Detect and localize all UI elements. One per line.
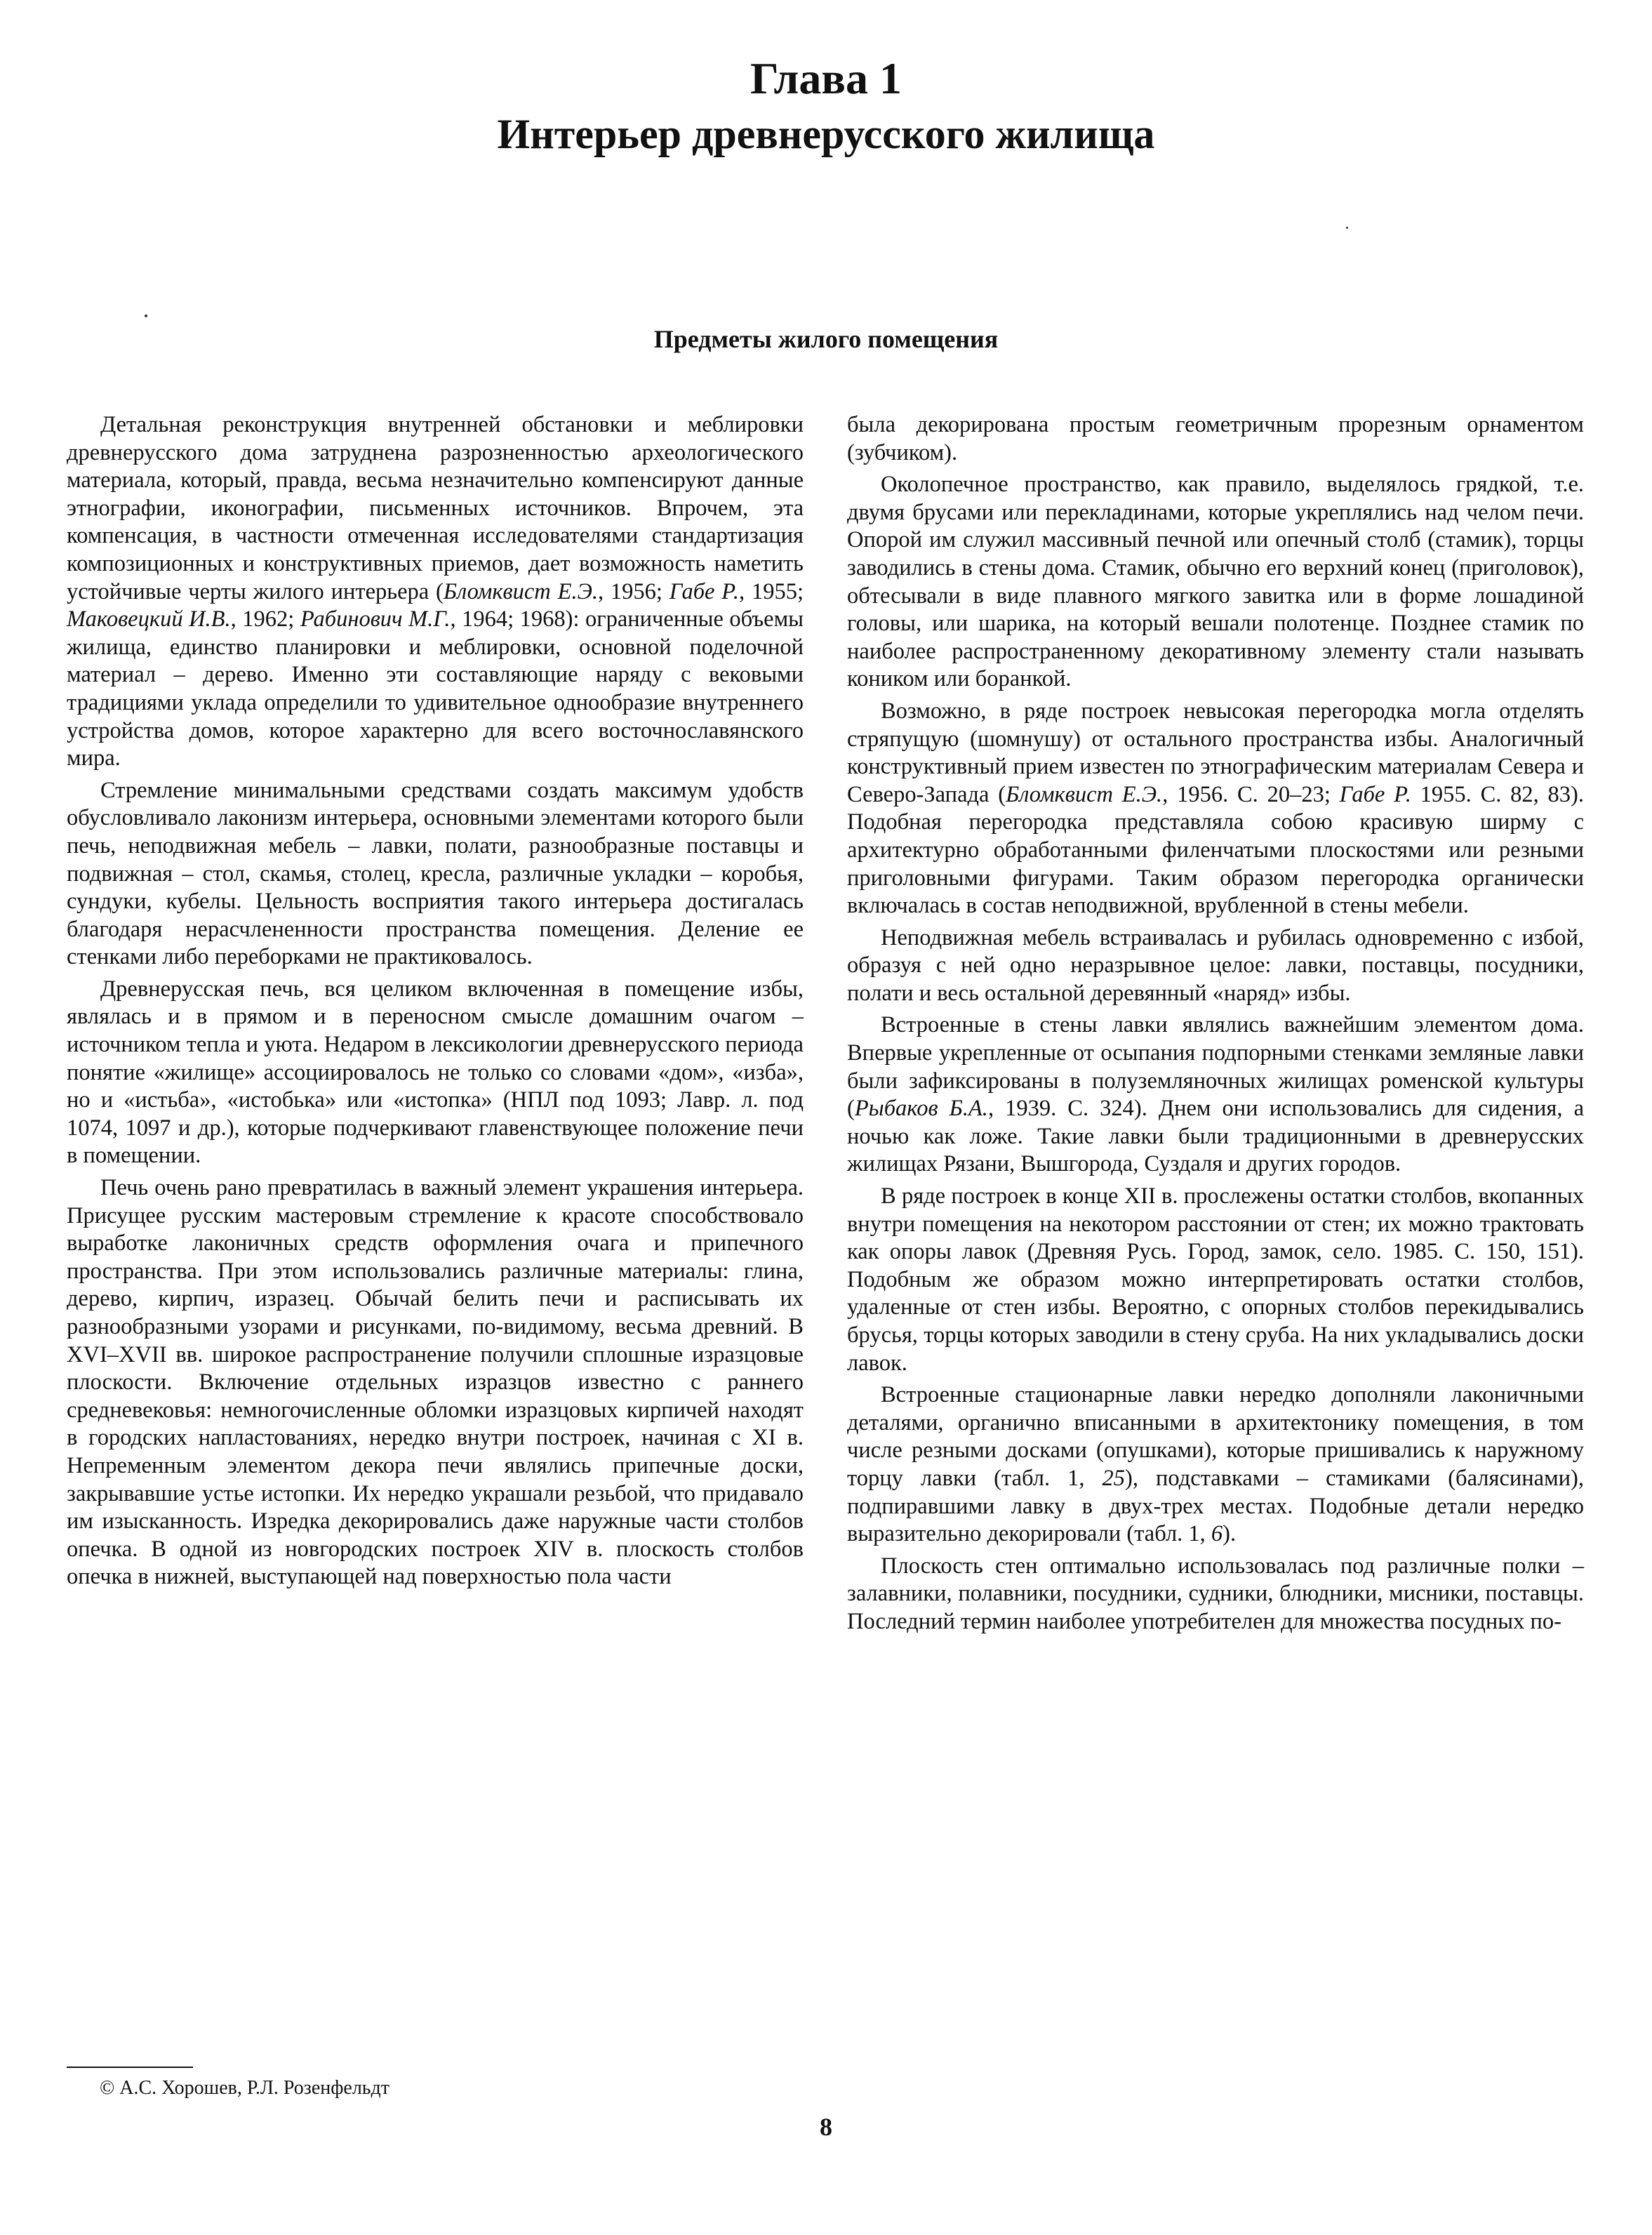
paragraph: Встроенные стационарные лавки нередко дополняли лаконичными деталями, органично вписанными в архитектонику помещения, в том числе резными досками (опушками), которые пришивались к наружному торцу лавки (табл. 1, 25), подставками – стамиками (балясинами), подпиравшими лавку в двух-трех местах. Подобные детали нередко выразительно декорировали (табл. 1, 6). xyxy=(847,1382,1584,1547)
table-ref-number: 25 xyxy=(1102,1465,1126,1491)
paragraph: В ряде построек в конце XII в. прослежены остатки столбов, вкопанных внутри помещения на некотором расстоянии от стен; их можно трактовать как опоры лавок (Древняя Русь. Город, замок, село. 1985. С. 150, 151). Подобным же образом можно интерпретировать остатки столбов, удаленные от стен избы. Вероятно, с опорных столбов перекидывались брусья, торцы которых заводили в стену сруба. На них укладывались доски лавок. xyxy=(847,1183,1584,1376)
left-column xyxy=(67,411,804,1596)
footnote-copyright: © А.С. Хорошев, Р.Л. Розенфельдт xyxy=(100,2077,390,2099)
chapter-number: Глава 1 xyxy=(750,53,902,103)
paragraph: Околопечное пространство, как правило, выделялось грядкой, т.е. двумя брусами или перекладинами, которые укреплялись над челом печи. Опорой им служил массивный печной или опечный столб (стамик), торцы заводились в стены дома. Стамик, обычно его верхний конец (приголовок), обтесывали в виде плавного мягкого завитка или в форме лошадиной головы, или шарика, на который вешали полотенце. Позднее стамик по наиболее распространенному декоративному элементу стали называть коником или боранкой. xyxy=(847,472,1584,692)
right-column xyxy=(847,411,1584,1640)
paragraph: Неподвижная мебель встраивалась и рубилась одновременно с избой, образуя с ней одно неразрывное целое: лавки, поставцы, посудники, полати и весь остальной деревянный «наряд» избы. xyxy=(847,924,1584,1006)
footnote-rule xyxy=(67,2067,193,2068)
citation-author: Рабинович М.Г. xyxy=(300,606,451,632)
paragraph: Плоскость стен оптимально использовалась под различные полки – залавники, полавники, посудники, судники, блюдники, мисники, поставцы. Последний термин наиболее употребителен для множества посудных по- xyxy=(847,1553,1584,1634)
citation-author: Бломквист Е.Э. xyxy=(443,578,598,604)
table-ref-number: 6 xyxy=(1211,1521,1223,1547)
paragraph-continued: была декорирована простым геометричным прорезным орнаментом (зубчиком). xyxy=(847,412,1584,465)
paragraph: Древнерусская печь, вся целиком включенная в помещение избы, являлась и в прямом и в переносном смысле домашним очагом – источником тепла и уюта. Недаром в лексикологии древнерусского периода понятие «жилище» ассоциировалось не только со словами «дом», «изба», но и «истьба», «истобька» или «истопка» (НПЛ под 1093; Лавр. л. под 1074, 1097 и др.), которые подчеркивают главенствующее положение печи в помещении. xyxy=(67,976,804,1169)
page-number: 8 xyxy=(820,2113,832,2141)
citation-author: Рыбаков Б.А. xyxy=(854,1096,988,1122)
paragraph: Печь очень рано превратилась в важный элемент украшения интерьера. Присущее русским мастеровым стремление к красоте способствовало выработке лаконичных средств оформления очага и припечного пространства. При этом использовались различные материалы: глина, дерево, кирпич, изразец. Обычай белить печи и расписывать их разнообразными узорами и рисунками, по-видимому, весьма древний. В XVI–XVII вв. широкое распространение получили сплошные изразцовые плоскости. Включение отдельных изразцов известно с раннего средневековья: немногочисленные обломки изразцовых кирпичей находят в городских напластованиях, нередко внутри построек, начиная с XI в. Непременным элементом декора печи являлись припечные доски, закрывавшие устье истопки. Их нередко украшали резьбой, что придавало им изысканность. Изредка декорировались даже наружные части столбов опечка. В одной из новгородских построек XIV в. плоскость столбов опечка в нижней, выступающей над поверхностью пола части xyxy=(67,1175,804,1590)
section-title: Предметы жилого помещения xyxy=(653,325,999,353)
scan-speck xyxy=(1346,227,1348,229)
citation-author: Маковецкий И.В. xyxy=(67,606,231,632)
paragraph: Детальная реконструкция внутренней обстановки и меблировки древнерусского дома затруднена разрозненностью археологического материала, который, правда, весьма незначительно компенсируют данные этнографии, иконографии, письменных источников. Впрочем, эта компенсация, в частности отмеченная исследователями стандартизация композиционных и конструктивных приемов, дает возможность наметить устойчивые черты жилого интерьера (Бломквист Е.Э., 1956; Габе Р., 1955; Маковецкий И.В., 1962; Рабинович М.Г., 1964; 1968): ограниченные объемы жилища, единство планировки и меблировки, основной поделочной материал – дерево. Именно эти составляющие наряду с вековыми традициями уклада определили то удивительное однообразие внутреннего устройства домов, которое характерно для всего восточнославянского мира. xyxy=(67,412,804,771)
citation-author: Бломквист Е.Э. xyxy=(1006,781,1163,807)
paragraph: Возможно, в ряде построек невысокая перегородка могла отделять стряпущую (шомнушу) от остального пространства избы. Аналогичный конструктивный прием известен по этнографическим материалам Севера и Северо-Запада (Бломквист Е.Э., 1956. С. 20–23; Габе Р. 1955. С. 82, 83). Подобная перегородка представляла собою красивую ширму с архитектурно обработанными филенчатыми плоскостями или резными приголовными фигурами. Таким образом перегородка органически включалась в состав неподвижной, врубленной в стены мебели. xyxy=(847,698,1584,919)
paragraph: Стремление минимальными средствами создать максимум удобств обусловливало лаконизм интерьера, основными элементами которого были печь, неподвижная мебель – лавки, полати, разнообразные поставцы и подвижная – стол, скамья, столец, кресла, различные укладки – коробья, сундуки, кубелы. Цельность восприятия такого интерьера достигалась благодаря нерасчлененности пространства помещения. Деление ее стенками либо переборками не практиковалось. xyxy=(67,777,804,970)
chapter-title: Интерьер древнерусского жилища xyxy=(497,111,1155,157)
citation-author: Габе Р. xyxy=(669,578,740,604)
paragraph: Встроенные в стены лавки являлись важнейшим элементом дома. Впервые укрепленные от осыпания подпорными стенками земляные лавки были зафиксированы в полуземляночных жилищах роменской культуры (Рыбаков Б.А., 1939. С. 324). Днем они использовались для сидения, а ночью как ложе. Такие лавки были традиционными в древнерусских жилищах Рязани, Вышгорода, Суздаля и других городов. xyxy=(847,1012,1584,1177)
scan-speck xyxy=(145,314,147,317)
citation-author: Габе Р. xyxy=(1339,781,1411,807)
